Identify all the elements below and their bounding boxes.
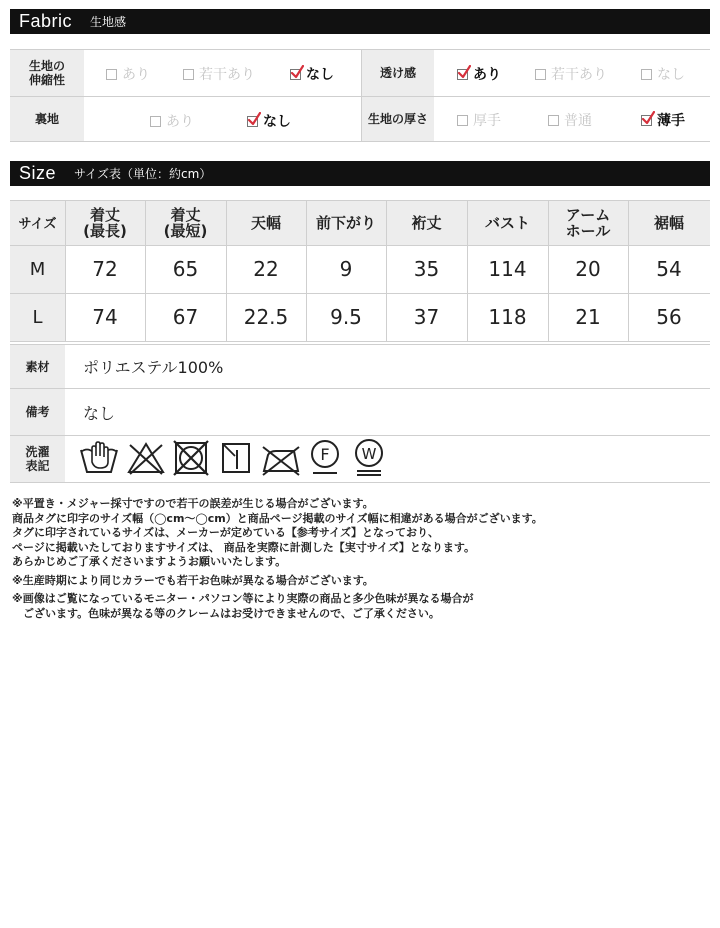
material-value: ポリエステル100%: [83, 358, 224, 377]
lining-option-nashi[interactable]: なし: [247, 111, 291, 131]
size-row-label: L: [32, 306, 43, 328]
note-line: 商品タグに印字のサイズ幅（◯cm〜◯cm）と商品ページ掲載のサイズ幅に相違がある場合がございます。: [12, 511, 543, 525]
thickness-option-atsude[interactable]: 厚手: [457, 110, 501, 130]
stretch-option-nashi[interactable]: なし: [290, 64, 334, 84]
hand-wash-icon: [79, 438, 119, 478]
line-dry-shade-icon: [220, 441, 252, 475]
size-cell: 37: [413, 305, 440, 329]
checkbox-icon: [150, 116, 161, 127]
size-cell: 118: [488, 305, 527, 329]
no-bleach-icon: [126, 440, 166, 476]
checked-checkbox-icon: [641, 115, 652, 126]
dry-clean-f-icon: [307, 438, 343, 478]
fabric-section-header: [10, 9, 710, 34]
size-header-hem-width: 裾幅: [653, 213, 684, 232]
size-header-bust: バスト: [484, 213, 530, 232]
size-row-label: M: [29, 258, 46, 280]
fabric-title: Fabric: [19, 11, 73, 31]
note-line: ※生産時期により同じカラーでも若干お色味が異なる場合がございます。: [12, 573, 374, 587]
transparency-option-nashi[interactable]: なし: [641, 64, 685, 84]
checked-checkbox-icon: [290, 69, 301, 80]
thickness-option-futsuu[interactable]: 普通: [548, 110, 592, 130]
material-label: 素材: [10, 345, 65, 388]
stretch-option-ari[interactable]: あり: [106, 64, 150, 84]
care-label: 洗濯 表記: [10, 436, 65, 482]
checkbox-icon: [535, 69, 546, 80]
size-cell: 65: [172, 257, 199, 281]
size-header-sleeve-length: 裄丈: [411, 213, 442, 232]
size-cell: 21: [575, 305, 601, 329]
size-cell: 22: [253, 257, 279, 281]
thickness-label: 生地の厚さ: [362, 97, 434, 141]
size-header-front-drop: 前下がり: [315, 213, 376, 232]
note-line: タグに印字されているサイズは、メーカーが定めている【参考サイズ】となっており、: [12, 526, 440, 539]
checked-checkbox-icon: [457, 69, 468, 80]
fabric-subtitle: 生地感: [90, 15, 127, 29]
size-header-size: サイズ: [18, 217, 57, 232]
size-header-armhole: アーム ホール: [565, 205, 611, 240]
size-header-length-max: 着丈 (最長): [83, 205, 127, 240]
notes-block: [12, 497, 543, 621]
remarks-label: 備考: [10, 389, 65, 435]
size-cell: 72: [92, 257, 118, 281]
size-cell: 56: [656, 305, 682, 329]
transparency-option-jakkan[interactable]: 若干あり: [535, 64, 607, 84]
note-line: ※画像はご覧になっているモニター・パソコン等により実際の商品と多少色味が異なる場合が: [12, 592, 474, 605]
iron-low-icon: [260, 441, 302, 477]
size-cell: 35: [413, 257, 440, 281]
transparency-option-ari[interactable]: あり: [457, 64, 501, 84]
stretch-option-jakkan[interactable]: 若干あり: [183, 64, 255, 84]
wet-clean-w-icon: [351, 438, 387, 478]
size-cell: 9: [339, 257, 353, 281]
size-cell: 9.5: [330, 305, 362, 329]
stretch-label: 生地の 伸縮性: [10, 49, 84, 96]
thickness-option-usude[interactable]: 薄手: [641, 110, 685, 130]
svg-text:F: F: [320, 445, 330, 464]
checkbox-icon: [457, 115, 468, 126]
note-line: ございます。色味が異なる等のクレームはお受けできませんので、ご了承ください。: [12, 606, 440, 620]
size-cell: 54: [656, 257, 682, 281]
note-line: ページに掲載いたしておりますサイズは、 商品を実際に計測した【実寸サイズ】となります。: [12, 540, 475, 554]
size-section-header: [10, 161, 710, 186]
checkbox-icon: [183, 69, 194, 80]
lining-label: 裏地: [10, 97, 84, 141]
size-cell: 114: [488, 257, 527, 281]
no-tumble-dry-icon: [172, 439, 210, 477]
size-subtitle: サイズ表（単位：約cm）: [74, 167, 212, 181]
size-header-length-min: 着丈 (最短): [163, 205, 208, 240]
note-line: ※平置き・メジャー採寸ですので若干の誤差が生じる場合がございます。: [12, 497, 374, 510]
checkbox-icon: [548, 115, 559, 126]
size-title: Size: [19, 163, 57, 183]
svg-text:W: W: [361, 445, 377, 463]
transparency-label: 透け感: [362, 49, 434, 96]
size-cell: 22.5: [243, 305, 289, 329]
remarks-value: なし: [83, 403, 116, 423]
note-line: あらかじめご了承くださいますようお願いいたします。: [12, 555, 287, 568]
checkbox-icon: [641, 69, 652, 80]
size-cell: 20: [575, 257, 601, 281]
checkbox-icon: [106, 69, 117, 80]
size-cell: 74: [92, 305, 118, 329]
checked-checkbox-icon: [247, 116, 258, 127]
lining-option-ari[interactable]: あり: [150, 111, 194, 131]
size-header-neck-width: 天幅: [250, 213, 281, 232]
size-cell: 67: [172, 305, 199, 329]
